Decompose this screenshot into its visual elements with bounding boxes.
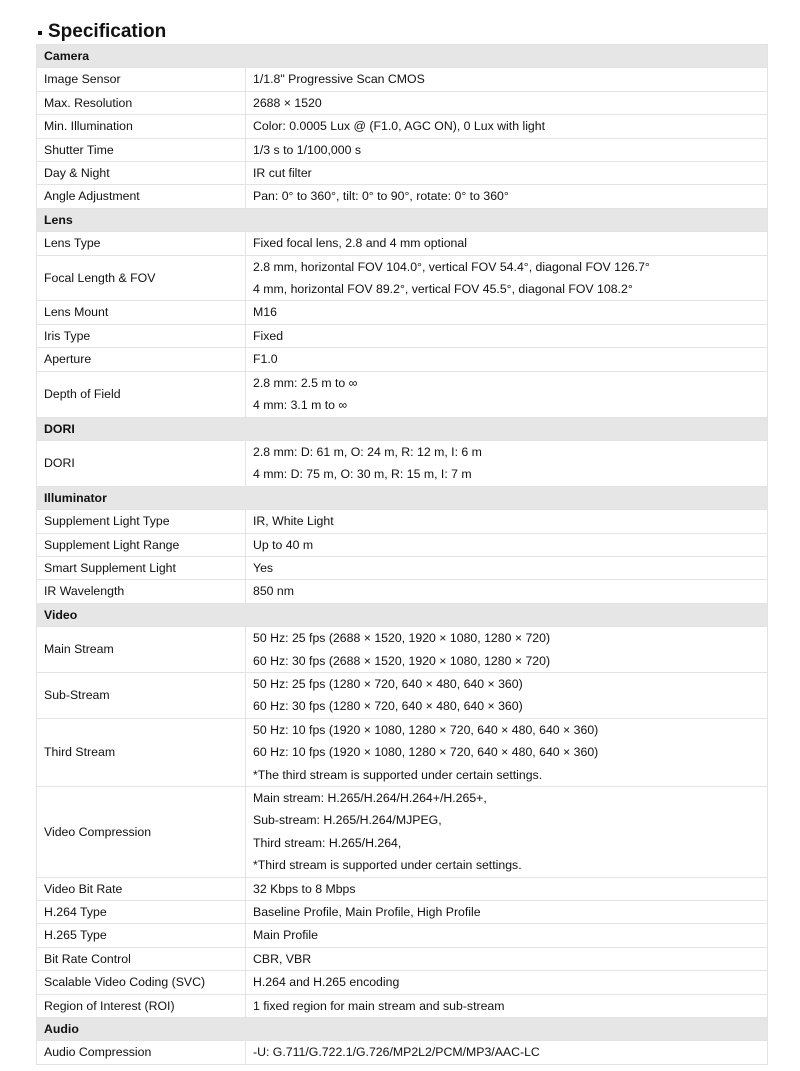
spec-label: Sub-Stream: [37, 672, 246, 718]
spec-row: [37, 533, 768, 556]
spec-value: [246, 787, 768, 878]
spec-value: [246, 324, 768, 347]
spec-row: [37, 162, 768, 185]
spec-row: [37, 994, 768, 1017]
spec-label: Depth of Field: [37, 371, 246, 417]
spec-value-line: Baseline Profile, Main Profile, High Profile: [253, 905, 481, 920]
spec-label: IR Wavelength: [37, 580, 246, 603]
spec-value-line: -U: G.711/G.722.1/G.726/MP2L2/PCM/MP3/AAC-LC: [253, 1045, 540, 1060]
spec-value: [246, 994, 768, 1017]
spec-value-line: Fixed: [253, 328, 284, 343]
spec-row: [37, 971, 768, 994]
spec-value: [246, 924, 768, 947]
page-title: [38, 20, 166, 44]
spec-row: [37, 947, 768, 970]
spec-value-line: 4 mm: 3.1 m to ∞: [253, 398, 348, 413]
spec-value-line: 1/1.8" Progressive Scan CMOS: [253, 72, 425, 87]
spec-value-line: 60 Hz: 10 fps (1920 × 1080, 1280 × 720, 640 × 480, 640 × 360): [253, 745, 599, 760]
spec-value-line: Color: 0.0005 Lux @ (F1.0, AGC ON), 0 Lux with light: [253, 119, 546, 134]
spec-value: [246, 185, 768, 208]
spec-label: Supplement Light Range: [37, 533, 246, 556]
spec-value: [246, 371, 768, 417]
section-header: [37, 417, 768, 440]
spec-row: [37, 924, 768, 947]
spec-row: [37, 718, 768, 786]
spec-value-line: Fixed focal lens, 2.8 and 4 mm optional: [253, 236, 467, 251]
spec-label: Focal Length & FOV: [37, 255, 246, 301]
spec-row: [37, 371, 768, 417]
spec-row: [37, 115, 768, 138]
specification-table-body: [37, 45, 768, 1065]
spec-row: [37, 255, 768, 301]
spec-value-line: 50 Hz: 10 fps (1920 × 1080, 1280 × 720, 640 × 480, 640 × 360): [253, 722, 599, 737]
spec-row: [37, 138, 768, 161]
spec-value: [246, 138, 768, 161]
spec-value-line: Sub-stream: H.265/H.264/MJPEG,: [253, 813, 442, 828]
section-header: [37, 486, 768, 509]
spec-value-line: Yes: [253, 560, 274, 575]
spec-label: Aperture: [37, 348, 246, 371]
section-title: Video: [37, 603, 768, 626]
section-title: Audio: [37, 1018, 768, 1041]
spec-row: [37, 324, 768, 347]
page-title-text: Specification: [48, 21, 167, 42]
spec-label: Region of Interest (ROI): [37, 994, 246, 1017]
spec-value: [246, 971, 768, 994]
spec-label: Angle Adjustment: [37, 185, 246, 208]
spec-value: [246, 348, 768, 371]
spec-value-line: 2.8 mm: 2.5 m to ∞: [253, 375, 358, 390]
spec-label: Day & Night: [37, 162, 246, 185]
spec-value-line: 850 nm: [253, 584, 295, 599]
spec-label: Image Sensor: [37, 68, 246, 91]
spec-value-line: Main stream: H.265/H.264/H.264+/H.265+,: [253, 791, 487, 805]
spec-value-line: Third stream: H.265/H.264,: [253, 835, 402, 850]
spec-row: [37, 232, 768, 255]
spec-value-line: 4 mm, horizontal FOV 89.2°, vertical FOV 45.5°, diagonal FOV 108.2°: [253, 282, 633, 297]
spec-value-line: *The third stream is supported under certain settings.: [253, 767, 543, 782]
spec-row: [37, 348, 768, 371]
spec-row: [37, 580, 768, 603]
spec-value-line: 2.8 mm: D: 61 m, O: 24 m, R: 12 m, I: 6 m: [253, 444, 482, 459]
spec-value-line: 60 Hz: 30 fps (2688 × 1520, 1920 × 1080, 1280 × 720): [253, 653, 551, 668]
spec-row: [37, 672, 768, 718]
section-header: [37, 45, 768, 68]
spec-value: [246, 947, 768, 970]
spec-value-line: IR cut filter: [253, 166, 312, 181]
spec-label: Lens Mount: [37, 301, 246, 324]
spec-row: [37, 185, 768, 208]
spec-label: Video Compression: [37, 787, 246, 878]
spec-value: [246, 115, 768, 138]
section-title: DORI: [37, 417, 768, 440]
spec-value-line: Main Profile: [253, 928, 318, 943]
spec-row: [37, 787, 768, 878]
spec-label: Lens Type: [37, 232, 246, 255]
spec-value-line: H.264 and H.265 encoding: [253, 975, 400, 990]
spec-value: [246, 533, 768, 556]
spec-label: DORI: [37, 440, 246, 486]
spec-value: [246, 580, 768, 603]
spec-label: Audio Compression: [37, 1041, 246, 1064]
spec-value-line: 2.8 mm, horizontal FOV 104.0°, vertical FOV 54.4°, diagonal FOV 126.7°: [253, 259, 650, 274]
spec-value: [246, 627, 768, 673]
spec-value: [246, 68, 768, 91]
spec-label: Bit Rate Control: [37, 947, 246, 970]
section-title: Camera: [37, 45, 768, 68]
section-title: Lens: [37, 208, 768, 231]
spec-value: [246, 672, 768, 718]
spec-value: [246, 301, 768, 324]
spec-value-line: 32 Kbps to 8 Mbps: [253, 881, 356, 896]
section-header: [37, 208, 768, 231]
spec-label: H.264 Type: [37, 901, 246, 924]
spec-row: [37, 877, 768, 900]
spec-label: Smart Supplement Light: [37, 556, 246, 579]
spec-label: Third Stream: [37, 718, 246, 786]
spec-row: [37, 301, 768, 324]
spec-value: [246, 718, 768, 786]
spec-row: [37, 440, 768, 486]
spec-value-line: 4 mm: D: 75 m, O: 30 m, R: 15 m, I: 7 m: [253, 467, 472, 482]
spec-label: Max. Resolution: [37, 91, 246, 114]
spec-label: Main Stream: [37, 627, 246, 673]
spec-value-line: Pan: 0° to 360°, tilt: 0° to 90°, rotate: 0° to 360°: [253, 189, 509, 204]
spec-row: [37, 556, 768, 579]
spec-label: Min. Illumination: [37, 115, 246, 138]
spec-value-line: 2688 × 1520: [253, 95, 322, 110]
spec-value-line: 1/3 s to 1/100,000 s: [253, 142, 362, 157]
spec-value-line: 50 Hz: 25 fps (2688 × 1520, 1920 × 1080, 1280 × 720): [253, 631, 551, 646]
spec-value-line: CBR, VBR: [253, 951, 312, 966]
spec-label: Shutter Time: [37, 138, 246, 161]
spec-value: [246, 91, 768, 114]
spec-value: [246, 162, 768, 185]
spec-value-line: 60 Hz: 30 fps (1280 × 720, 640 × 480, 640 × 360): [253, 699, 523, 714]
spec-value: [246, 556, 768, 579]
spec-value-line: 50 Hz: 25 fps (1280 × 720, 640 × 480, 640 × 360): [253, 676, 523, 691]
spec-row: [37, 68, 768, 91]
spec-value: [246, 510, 768, 533]
spec-value: [246, 440, 768, 486]
spec-value: [246, 232, 768, 255]
section-header: [37, 603, 768, 626]
spec-value-line: Up to 40 m: [253, 537, 314, 552]
spec-row: [37, 91, 768, 114]
spec-label: Iris Type: [37, 324, 246, 347]
spec-label: H.265 Type: [37, 924, 246, 947]
spec-value-line: M16: [253, 305, 277, 320]
spec-row: [37, 901, 768, 924]
spec-label: Video Bit Rate: [37, 877, 246, 900]
spec-label: Scalable Video Coding (SVC): [37, 971, 246, 994]
spec-value: [246, 1041, 768, 1064]
spec-value: [246, 901, 768, 924]
spec-label: Supplement Light Type: [37, 510, 246, 533]
spec-value-line: IR, White Light: [253, 514, 334, 529]
spec-row: [37, 510, 768, 533]
spec-value-line: *Third stream is supported under certain settings.: [253, 858, 522, 873]
spec-row: [37, 1041, 768, 1064]
specification-table: [36, 44, 768, 1065]
bullet-icon: [38, 31, 42, 35]
spec-value-line: F1.0: [253, 352, 278, 367]
spec-value: [246, 255, 768, 301]
section-title: Illuminator: [37, 486, 768, 509]
section-header: [37, 1018, 768, 1041]
spec-row: [37, 627, 768, 673]
spec-value: [246, 877, 768, 900]
spec-value-line: 1 fixed region for main stream and sub-stream: [253, 998, 505, 1013]
